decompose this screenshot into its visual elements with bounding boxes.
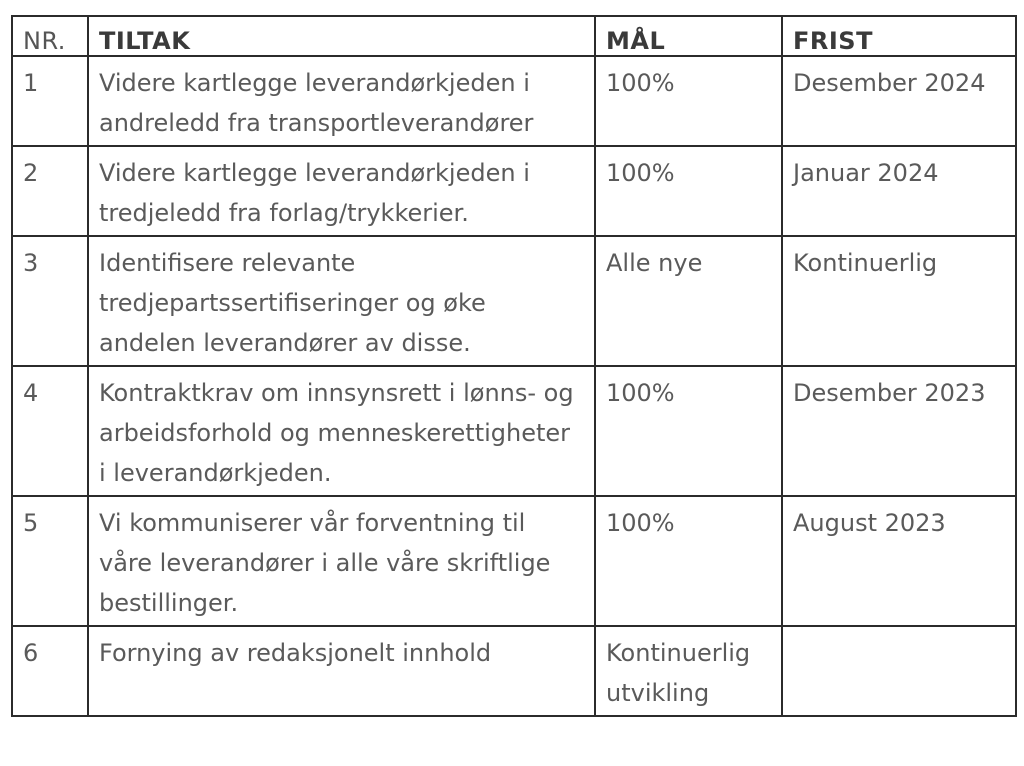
cell-nr: 2 [12, 146, 88, 236]
cell-frist [782, 626, 1016, 716]
table-row [12, 146, 1016, 236]
cell-tiltak: Videre kartlegge leverandørkjeden i tredjeledd fra forlag/trykkerier. [88, 146, 595, 236]
cell-maal: Alle nye [595, 236, 782, 366]
table-header-row [12, 16, 1016, 56]
cell-nr: 4 [12, 366, 88, 496]
table-row [12, 496, 1016, 626]
cell-tiltak: Vi kommuniserer vår forventning til våre leverandører i alle våre skriftlige bestillinger. [88, 496, 595, 626]
cell-nr: 6 [12, 626, 88, 716]
measures-table-container [11, 15, 1015, 717]
table-row [12, 236, 1016, 366]
header-nr: NR. [12, 16, 88, 56]
cell-maal: 100% [595, 496, 782, 626]
cell-maal: Kontinuerlig utvikling [595, 626, 782, 716]
cell-tiltak: Fornying av redaksjonelt innhold [88, 626, 595, 716]
table-row [12, 56, 1016, 146]
cell-nr: 5 [12, 496, 88, 626]
header-frist: FRIST [782, 16, 1016, 56]
cell-tiltak: Kontraktkrav om innsynsrett i lønns- og arbeidsforhold og menneskerettigheter i leverandørkjeden. [88, 366, 595, 496]
cell-nr: 3 [12, 236, 88, 366]
cell-maal: 100% [595, 56, 782, 146]
table-row [12, 626, 1016, 716]
cell-frist: Kontinuerlig [782, 236, 1016, 366]
cell-frist: Desember 2024 [782, 56, 1016, 146]
cell-frist: August 2023 [782, 496, 1016, 626]
table-row [12, 366, 1016, 496]
cell-tiltak: Videre kartlegge leverandørkjeden i andreledd fra transportleverandører [88, 56, 595, 146]
cell-maal: 100% [595, 366, 782, 496]
cell-tiltak: Identifisere relevante tredjepartssertifiseringer og øke andelen leverandører av disse. [88, 236, 595, 366]
cell-frist: Januar 2024 [782, 146, 1016, 236]
cell-maal: 100% [595, 146, 782, 236]
header-maal: MÅL [595, 16, 782, 56]
header-tiltak: TILTAK [88, 16, 595, 56]
cell-nr: 1 [12, 56, 88, 146]
cell-frist: Desember 2023 [782, 366, 1016, 496]
measures-table [11, 15, 1017, 717]
